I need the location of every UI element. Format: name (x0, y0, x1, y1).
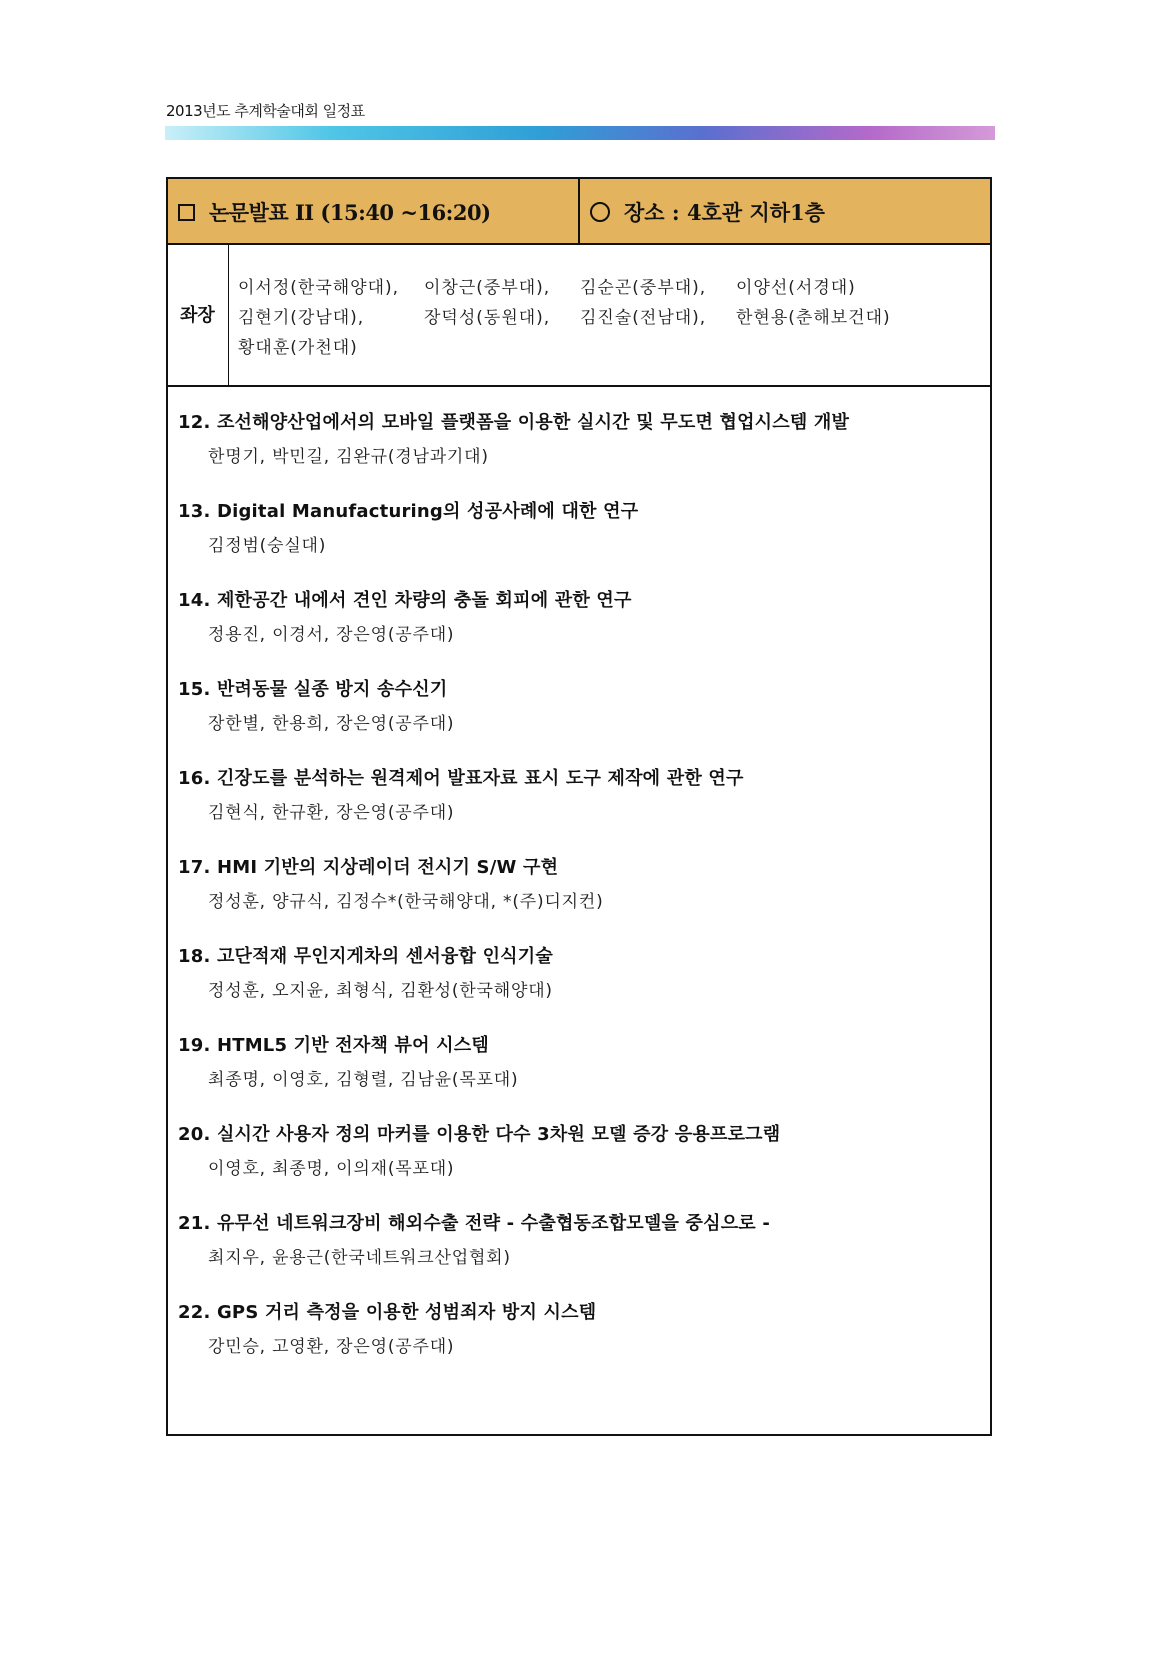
paper-authors: 강민승, 고영환, 장은영(공주대) (208, 1337, 455, 1357)
chair-name: 황대훈(가천대) (238, 338, 358, 358)
paper-title: 16. 긴장도를 분석하는 원격제어 발표자료 표시 도구 제작에 관한 연구 (178, 768, 744, 789)
paper-entry (178, 1031, 978, 1090)
circle-bullet-icon (590, 202, 610, 222)
paper-title: 14. 제한공간 내에서 견인 차량의 충돌 회피에 관한 연구 (178, 590, 632, 611)
paper-title: 20. 실시간 사용자 정의 마커를 이용한 다수 3차원 모델 증강 응용프로그램 (178, 1124, 781, 1145)
paper-title: 21. 유무선 네트워크장비 해외수출 전략 - 수출협동조합모델을 중심으로 - (178, 1213, 771, 1234)
schedule-table (166, 177, 992, 1436)
paper-entry (178, 1209, 978, 1268)
paper-authors: 정용진, 이경서, 장은영(공주대) (208, 625, 455, 645)
paper-authors: 정성훈, 오지윤, 최형식, 김환성(한국해양대) (208, 981, 553, 1001)
paper-entry (178, 1120, 978, 1179)
paper-title: 15. 반려동물 실종 방지 송수신기 (178, 679, 448, 700)
paper-entry (178, 942, 978, 1001)
paper-title: 18. 고단적재 무인지게차의 센서융합 인식기술 (178, 946, 553, 967)
chairs-label: 좌장 (180, 305, 215, 326)
document-header: 2013년도 추계학술대회 일정표 (166, 102, 365, 120)
paper-title: 12. 조선해양산업에서의 모바일 플랫폼을 이용한 실시간 및 무도면 협업시스템 개발 (178, 412, 850, 433)
chairs-row (168, 245, 990, 387)
session-divider (578, 179, 580, 243)
paper-title: 13. Digital Manufacturing의 성공사례에 대한 연구 (178, 501, 639, 522)
chair-name: 한현용(춘해보건대) (736, 308, 891, 328)
paper-authors: 한명기, 박민길, 김완규(경남과기대) (208, 447, 489, 467)
chair-name: 이서정(한국해양대), (238, 278, 400, 298)
session-location-cell (590, 197, 825, 227)
chair-name: 이창근(중부대), (424, 278, 551, 298)
session-header-row (168, 179, 990, 245)
chair-name: 김현기(강남대), (238, 308, 365, 328)
paper-authors: 장한별, 한용희, 장은영(공주대) (208, 714, 455, 734)
chair-name: 김진술(전남대), (580, 308, 707, 328)
chair-name: 김순곤(중부대), (580, 278, 707, 298)
paper-entry (178, 853, 978, 912)
paper-authors: 정성훈, 양규식, 김정수*(한국해양대, *(주)디지컨) (208, 892, 604, 912)
chair-name: 이양선(서경대) (736, 278, 856, 298)
paper-authors: 김현식, 한규환, 장은영(공주대) (208, 803, 455, 823)
chair-name: 장덕성(동원대), (424, 308, 551, 328)
paper-entry (178, 1298, 978, 1357)
paper-authors: 이영호, 최종명, 이의재(목포대) (208, 1159, 455, 1179)
paper-entry (178, 675, 978, 734)
paper-entry (178, 497, 978, 556)
square-bullet-icon (178, 204, 195, 221)
paper-entry (178, 586, 978, 645)
paper-title: 22. GPS 거리 측정을 이용한 성범죄자 방지 시스템 (178, 1302, 597, 1323)
paper-title: 19. HTML5 기반 전자책 뷰어 시스템 (178, 1035, 489, 1056)
paper-entry (178, 764, 978, 823)
paper-title: 17. HMI 기반의 지상레이더 전시기 S/W 구현 (178, 857, 559, 878)
session-location: 장소 : 4호관 지하1층 (624, 200, 825, 225)
paper-authors: 김정범(숭실대) (208, 536, 327, 556)
header-gradient-bar (165, 126, 995, 140)
paper-authors: 최지우, 윤용근(한국네트워크산업협회) (208, 1248, 511, 1268)
paper-entry (178, 408, 978, 467)
paper-authors: 최종명, 이영호, 김형렬, 김남윤(목포대) (208, 1070, 519, 1090)
chairs-divider (228, 245, 229, 385)
session-title-cell (178, 197, 491, 227)
session-title: 논문발표 II (15:40 ~16:20) (209, 200, 491, 225)
